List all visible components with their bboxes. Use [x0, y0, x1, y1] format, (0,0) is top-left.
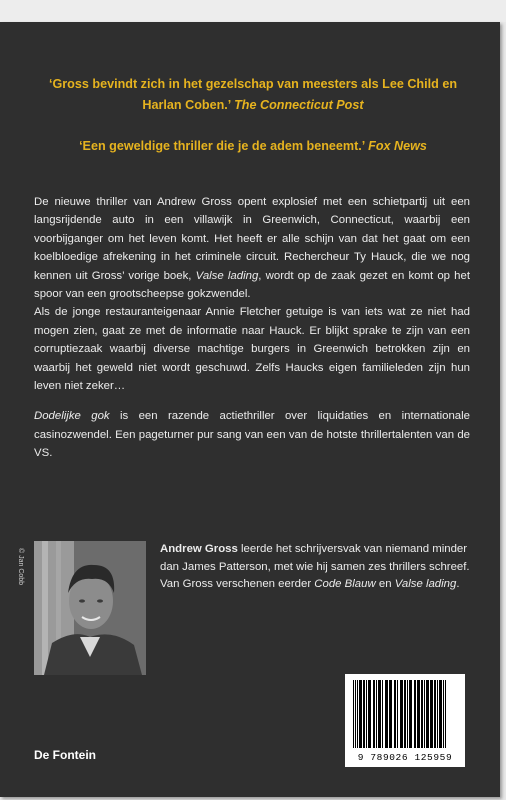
barcode-bar — [443, 680, 444, 748]
text-span: De nieuwe thriller van Andrew Gross opent explosief met een schietpartij uit een langsrijdende auto in een villawijk in Greenwich, Connecticut, waarbij een voorbijganger om het leven komt. Het heeft er alle schijn van dat het gaat om een koelbloedige afrekening in het criminele circuit. Rechercheur Ty Hauck, die we nog kennen uit Gross’ vorige boek, — [34, 196, 470, 282]
background-strip — [0, 0, 506, 22]
quote-source: The Connecticut Post — [234, 98, 364, 112]
barcode-bar — [400, 680, 403, 748]
quote-source: Fox News — [368, 139, 427, 153]
blurb-paragraph-2: Als de jonge restauranteigenaar Annie Fletcher getuige is van iets wat ze niet had mogen zien, gaat ze met de informatie naar Hauck. Er blijkt sprake te zijn van een corruptiezaak waarbij diverse machtige burgers in Greenwich betrokken zijn en waarbij het geweld niet wordt geschuwd. Zelfs Haucks eigen familieleden zijn hun leven niet zeker… — [34, 306, 470, 393]
text-span: . — [456, 578, 460, 590]
barcode-bar — [389, 680, 392, 748]
text-span: leerde het schrijversvak van niemand minder dan James Patterson, met wie hij samen zes thrillers schreef. Van Gross verschenen eerder — [160, 543, 470, 590]
barcode-bar — [355, 680, 356, 748]
barcode-bar — [439, 680, 442, 748]
book-title: Dodelijke gok — [34, 410, 110, 423]
text-span: en — [375, 578, 395, 590]
text-span: is een razende actiethriller over liquidaties en internationale casinozwendel. Een pageturner pur sang van een van de hotste thrillertalenten van de VS. — [34, 410, 470, 460]
barcode-bar — [363, 680, 365, 748]
barcode-bar — [357, 680, 358, 748]
barcode-bar — [430, 680, 433, 748]
barcode-bar — [359, 680, 362, 748]
barcode-bar — [426, 680, 429, 748]
book-title: Valse lading — [394, 578, 457, 590]
barcode-bar — [409, 680, 412, 748]
barcode-bar — [378, 680, 381, 748]
author-name: Andrew Gross — [160, 543, 238, 555]
isbn-number: 9 789026 125959 — [357, 752, 453, 763]
quote-text: ‘Gross bevindt zich in het gezelschap van meesters als Lee Child en Harlan Coben.’ — [48, 77, 458, 112]
book-title: Valse lading — [195, 269, 259, 282]
barcode-bar — [366, 680, 367, 748]
barcode-bar — [407, 680, 408, 748]
barcode-bar — [414, 680, 416, 748]
barcode-bar — [445, 680, 446, 748]
review-quote-1 — [30, 74, 476, 116]
photo-credit: © Jan Cobb — [17, 548, 24, 586]
barcode-bar — [394, 680, 396, 748]
blurb — [34, 193, 470, 463]
book-title: Code Blauw — [314, 578, 376, 590]
barcode-bar — [376, 680, 377, 748]
barcode-bar — [424, 680, 425, 748]
barcode-bar — [417, 680, 420, 748]
barcode-bar — [397, 680, 398, 748]
barcode-bar — [353, 680, 354, 748]
barcode-bar — [368, 680, 371, 748]
barcode-bar — [373, 680, 375, 748]
barcode-bar — [437, 680, 438, 748]
author-bio — [160, 541, 470, 594]
barcode-bar — [382, 680, 383, 748]
text-span: , wordt op de zaak gezet en komt op het spoor van een grootscheepse gokzwendel. — [34, 269, 470, 301]
quote-text: ‘Een geweldige thriller die je de adem beneemt.’ — [79, 139, 365, 153]
author-photo — [34, 541, 146, 675]
barcode-bar — [404, 680, 406, 748]
review-quote-2 — [30, 136, 476, 157]
barcode-bar — [421, 680, 423, 748]
barcode-bar — [434, 680, 436, 748]
blurb-paragraph-3 — [34, 407, 470, 462]
blurb-paragraph-1 — [34, 193, 470, 303]
publisher-name: De Fontein — [34, 748, 96, 762]
barcode-bar — [385, 680, 388, 748]
